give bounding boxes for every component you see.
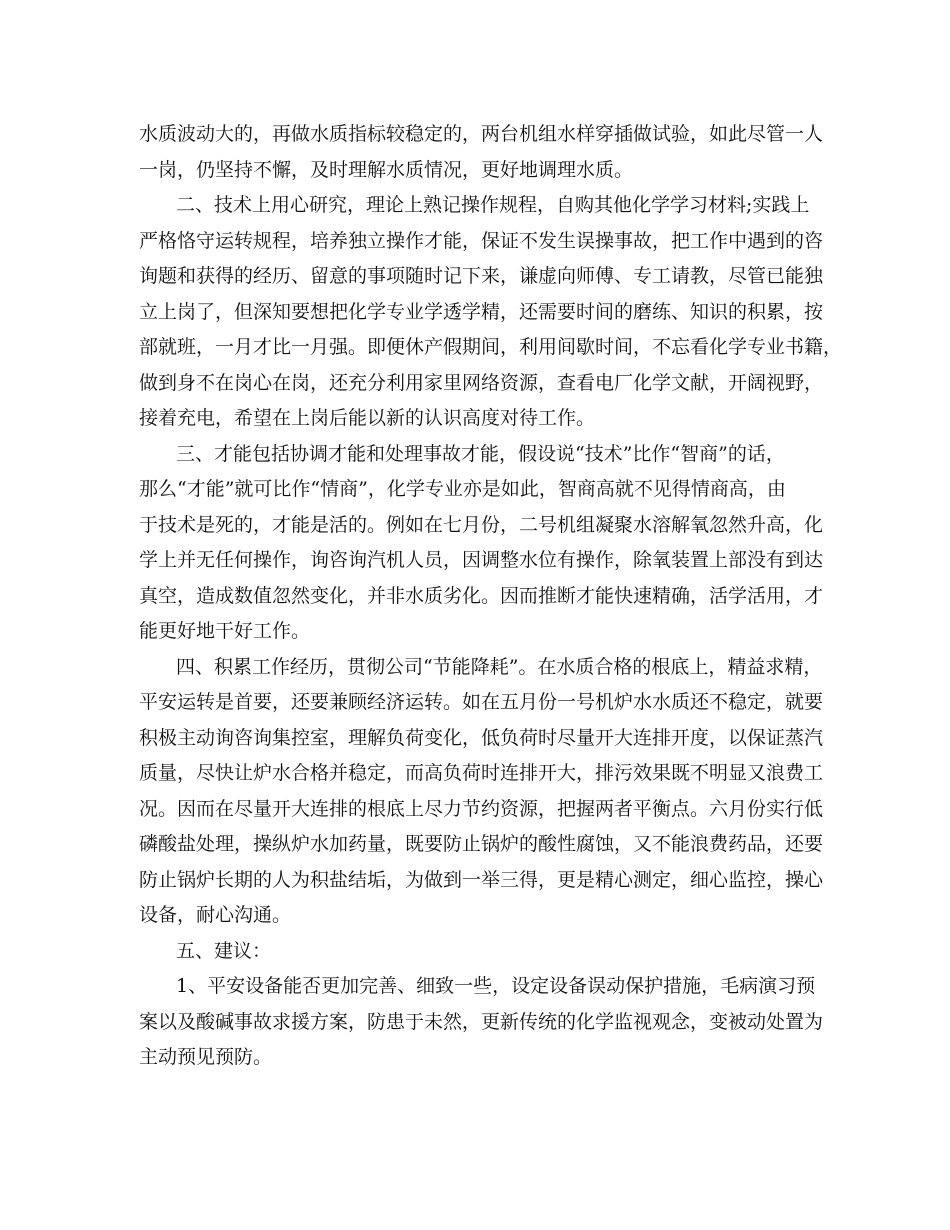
text-line: 况。因而在尽量开大连排的根底上尽力节约资源，把握两者平衡点。六月份实行低 bbox=[139, 797, 824, 820]
paragraph-suggestion-1 bbox=[139, 969, 824, 1076]
text-line: 立上岗了，但深知要想把化学专业学透学精，还需要时间的磨练、知识的积累，按 bbox=[139, 300, 824, 323]
section-heading: 五、建议： bbox=[176, 939, 272, 962]
text-line: 设备，耐心沟通。 bbox=[139, 904, 292, 926]
text-line: 询题和获得的经历、留意的事项随时记下来，谦虚向师傅、专工请教，尽管已能独 bbox=[139, 265, 824, 287]
text-line: 做到身不在岗心在岗，还充分利用家里网络资源，查看电厂化学文献，开阔视野， bbox=[139, 371, 824, 394]
paragraph-suggestion-heading bbox=[139, 934, 815, 970]
text-line: 主动预见预防。 bbox=[139, 1046, 273, 1068]
text-line: 四、积累工作经历，贯彻公司“节能降耗”。在水质合格的根底上，精益求精， bbox=[176, 655, 823, 678]
text-line: 平安运转是首要，还要兼顾经济运转。如在五月份一号机炉水水质还不稳定，就要 bbox=[139, 691, 824, 713]
text-line: 部就班，一月才比一月强。即便休产假期间，利用间歇时间，不忘看化学专业书籍， bbox=[139, 336, 843, 358]
text-line: 真空，造成数值忽然变化，并非水质劣化。因而推断才能快速精确，活学活用，才 bbox=[139, 584, 824, 607]
paragraph-experience bbox=[139, 650, 824, 934]
text-line: 接着充电，希望在上岗后能以新的认识高度对待工作。 bbox=[139, 407, 596, 429]
text-line: 防止锅炉长期的人为积盐结垢，为做到一举三得，更是精心测定，细心监控，操心 bbox=[139, 868, 824, 891]
paragraph-ability bbox=[139, 437, 824, 650]
text-line: 质量，尽快让炉水合格并稳定，而高负荷时连排开大，排污效果既不明显又浪费工 bbox=[139, 762, 824, 784]
paragraph-continued bbox=[139, 117, 824, 188]
text-line: 案以及酸碱事故求援方案，防患于未然，更新传统的化学监视观念，变被动处置为 bbox=[139, 1010, 824, 1033]
text-line: 一岗，仍坚持不懈，及时理解水质情况，更好地调理水质。 bbox=[139, 158, 634, 181]
paragraph-technical bbox=[139, 188, 843, 437]
text-line: 严格恪守运转规程，培养独立操作才能，保证不发生误操事故，把工作中遇到的咨 bbox=[139, 229, 824, 252]
text-line: 于技术是死的，才能是活的。例如在七月份，二号机组凝聚水溶解氧忽然升高，化 bbox=[139, 513, 824, 536]
text-line: 三、才能包括协调才能和处理事故才能，假设说“技术”比作“智商”的话， bbox=[176, 442, 785, 465]
document-body bbox=[139, 117, 843, 1076]
text-line: 积极主动询咨询集控室，理解负荷变化，低负荷时尽量开大连排开度，以保证蒸汽 bbox=[139, 726, 824, 749]
text-line: 二、技术上用心研究，理论上熟记操作规程，自购其他化学学习材料;实践上 bbox=[176, 194, 810, 216]
text-line: 那么“才能”就可比作“情商”，化学专业亦是如此，智商高就不见得情商高，由 bbox=[139, 478, 786, 500]
text-line: 能更好地干好工作。 bbox=[139, 620, 311, 642]
text-line: 1、平安设备能否更加完善、细致一些，设定设备误动保护措施，毛病演习预 bbox=[176, 975, 816, 997]
text-line: 磷酸盐处理，操纵炉水加药量，既要防止锅炉的酸性腐蚀，又不能浪费药品，还要 bbox=[139, 833, 824, 855]
text-line: 水质波动大的，再做水质指标较稳定的，两台机组水样穿插做试验，如此尽管一人 bbox=[139, 123, 824, 145]
text-line: 学上并无任何操作，询咨询汽机人员，因调整水位有操作，除氧装置上部没有到达 bbox=[139, 549, 824, 571]
